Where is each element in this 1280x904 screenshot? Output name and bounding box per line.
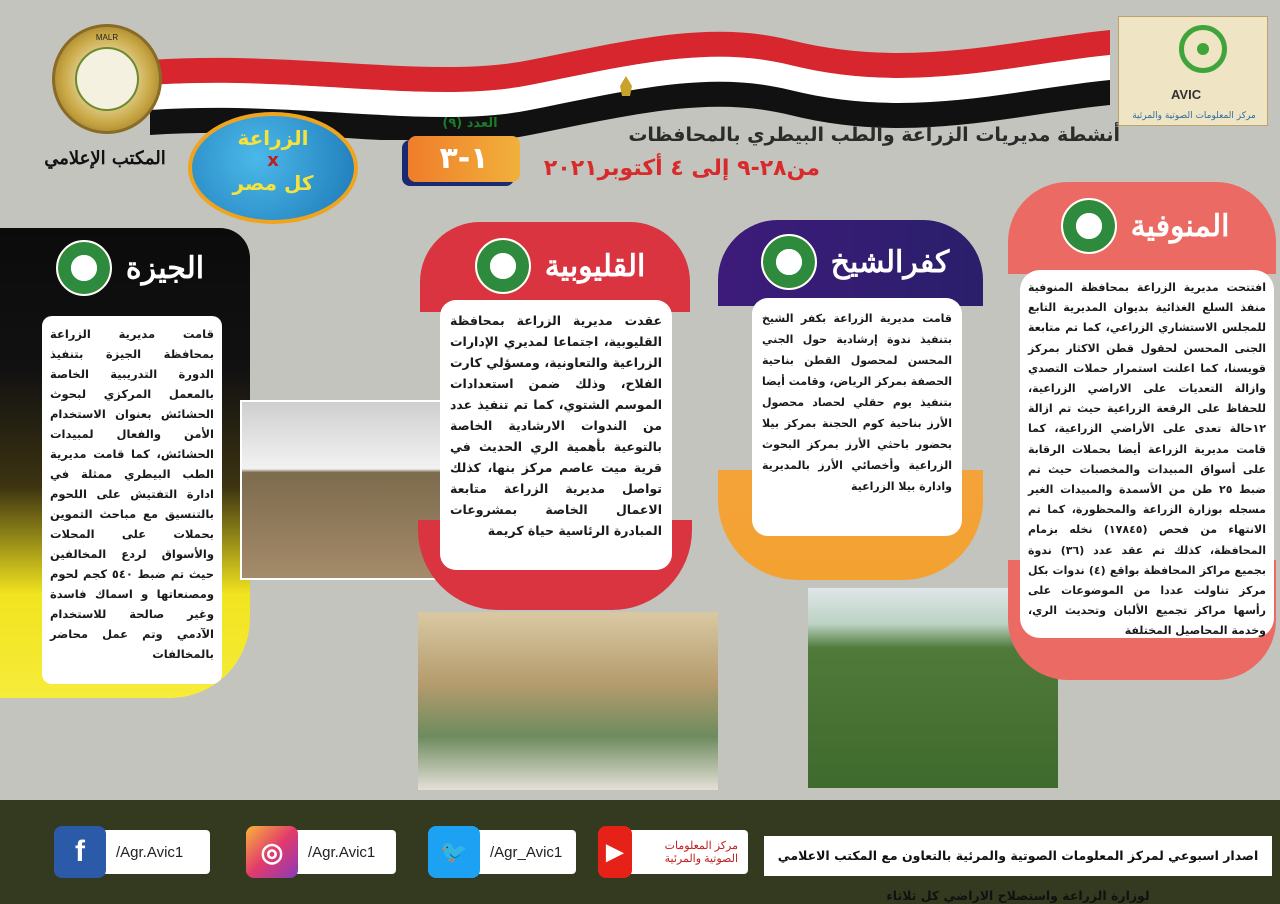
- instagram-handle: /Agr.Avic1: [308, 843, 376, 861]
- youtube-icon: ▶: [598, 826, 632, 878]
- facebook-icon: f: [54, 826, 106, 878]
- giza-text: قامت مديرية الزراعة بمحافظة الجيزة بتنفيذ الدورة التدريبية الخاصة بالمعمل المركزي لبحوث الحشائش بعنوان الاستخدام الأمن والفعال لمبيدات الحشائش، كما قامت مديرية الطب البيطري ممثلة في ادارة التفتيش على اللحوم بالتنسيق مع مباحث التموين بحملات على المحلات والأسواق لردع المخالفين حيث تم ضبط ٥٤٠ كجم لحوم ومصنعاتها و اسماك فاسدة وغير صالحة للاستخدام الآدمي وتم عمل محاضر بالمخالفات: [50, 327, 214, 661]
- malr-logo: [52, 24, 162, 134]
- media-office-title: المكتب الإعلامي: [44, 148, 166, 169]
- kafr-el-sheikh-text: قامت مديرية الزراعة بكفر الشيخ بتنفيذ ندوة إرشادية حول الجني المحسن لمحصول القطن بناحية الحصفة بمركز الرياض، وقامت أيضا بتنفيذ يوم حقلي لحصاد محصول الأرز بناحية كوم الحجنة بمركز بيلا بحضور باحثي الأرز بمركز البحوث الزراعية وأخصائي الأرز بالمديرية وادارة بيلا الزراعية: [762, 312, 952, 493]
- avic-logo-text: AVIC: [1171, 87, 1202, 102]
- qalyubia-title: القليوبية: [544, 248, 646, 284]
- menoufia-seal-icon: [1061, 198, 1117, 254]
- slogan-line-2: x: [267, 150, 279, 171]
- qalyubia-photo: [418, 612, 718, 790]
- avic-logo: [1118, 16, 1268, 126]
- menoufia-card: [1020, 270, 1274, 638]
- footer-note: اصدار اسبوعي لمركز المعلومات الصوتية والمرئية بالتعاون مع المكتب الاعلامي لوزارة الزراعة واستصلاح الاراضي كل ثلاثاء: [764, 836, 1272, 876]
- page-title: أنشطة مديريات الزراعة والطب البيطري بالمحافظات: [628, 124, 1120, 146]
- slogan-badge: [188, 112, 358, 224]
- issue-number-badge: ١-٣: [408, 136, 520, 182]
- kafr-el-sheikh-seal-icon: [761, 234, 817, 290]
- menoufia-title: المنوفية: [1130, 208, 1230, 244]
- twitter-handle: /Agr_Avic1: [490, 843, 563, 861]
- kafr-el-sheikh-card: [752, 298, 962, 536]
- date-range: من٢٨-٩ إلى ٤ أكتوبر٢٠٢١: [543, 156, 820, 181]
- qalyubia-header: [440, 236, 680, 296]
- slogan-line-1: الزراعة: [237, 126, 309, 150]
- menoufia-header: [1030, 196, 1260, 256]
- malr-logo-text: MALR: [95, 33, 119, 42]
- giza-seal-icon: [56, 240, 112, 296]
- qalyubia-card: [440, 300, 672, 570]
- qalyubia-seal-icon: [475, 238, 531, 294]
- facebook-link[interactable]: [54, 830, 210, 874]
- menoufia-text: افتتحت مديرية الزراعة بمحافظة المنوفية منفذ السلع الغذائية بديوان المديرية التابع للمجلس الاستشاري الزراعي، كما تم متابعة الجنى المحسن لحقول قطن الاكثار بمركز قويسنا، كما اعلنت استمرار حملات التصدي وازالة التعديات على الاراضي الزراعية، للحفاظ على الرقعة الزراعية حيث تم ازالة ١٢حالة تعدى على الأراضي الزراعية، كما قامت مديرية الزراعة أيضا بحملات الرقابة على أسواق المبيدات والمخصبات حيث تم ضبط ٢٥ طن من الأسمدة والمبيدات الغير مسجله بوزارة الزراعة والمحظورة، كما تم الانتهاء من فحص (١٧٨٤٥) نخله بزمام المحافظة، كذلك تم عقد عدد (٣٦) ندوة بجميع مراكز المحافظة بواقع (٤) ندوات بكل مركز تناولت عددا من الموضوعات على رأسها مراكز تجميع الألبان وتحديث الري، وخدمة المحاصيل المختلفة: [1028, 281, 1266, 638]
- twitter-link[interactable]: [428, 830, 576, 874]
- kafr-el-sheikh-title: كفرالشيخ: [830, 244, 950, 280]
- facebook-handle: /Agr.Avic1: [116, 843, 184, 861]
- giza-card: [42, 316, 222, 684]
- kafr-el-sheikh-header: [740, 232, 970, 292]
- qalyubia-text: عقدت مديرية الزراعة بمحافظة القليوبية، اجتماعا لمديري الإدارات الزراعية والتعاونية، ومسؤلي كارت الفلاح، وذلك ضمن استعدادات الموسم الشتوي، كما تم تنفيذ عدد من الندوات الارشادية الخاصة بالتوعية بأهمية الري الحديث في قرية ميت عاصم مركز بنها، كذلك تواصل مديرية الزراعة متابعة الاعمال الخاصة بمشروعات المبادرة الرئاسية حياة كريمة: [450, 313, 662, 538]
- giza-title: الجيزة: [125, 250, 205, 286]
- avic-logo-subtitle: مركز المعلومات الصوتية والمرئية: [1132, 111, 1256, 121]
- twitter-icon: 🐦: [428, 826, 480, 878]
- slogan-line-3: كل مصر: [232, 171, 314, 195]
- youtube-link[interactable]: [598, 830, 748, 874]
- issue-label: العدد (٩): [442, 116, 498, 131]
- instagram-link[interactable]: [246, 830, 396, 874]
- instagram-icon: ◎: [246, 826, 298, 878]
- youtube-handle: مركز المعلومات الصوتية والمرئية: [664, 840, 738, 865]
- giza-header: [20, 238, 240, 298]
